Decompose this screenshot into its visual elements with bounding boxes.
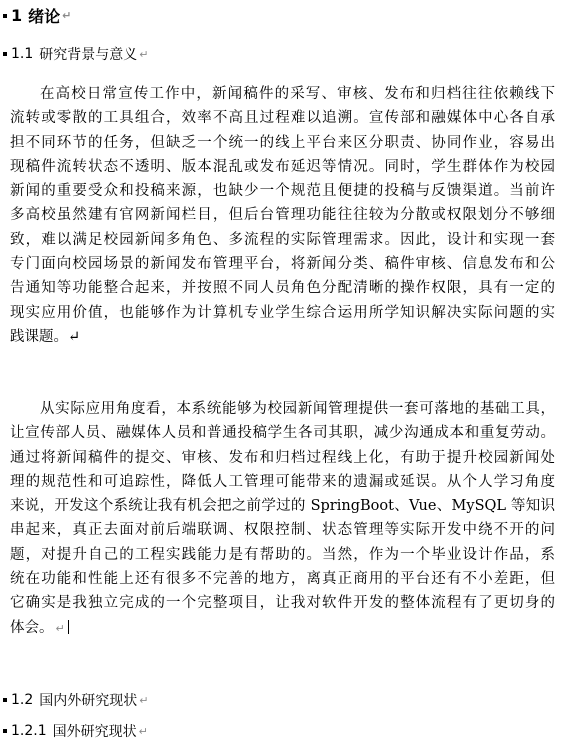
paragraph-line: 通过将新闻稿件的提交、审核、发布和归档过程线上化，有助于提升校园新闻处 <box>10 449 555 466</box>
heading-number: 1.1 <box>11 46 34 62</box>
paragraph-line: 来说，开发这个系统让我有机会把之前学过的 SpringBoot、Vue、MySQL 等知识 <box>10 498 555 515</box>
paragraph-line: 它确实是我独立完成的一个完整项目，让我对软件开发的整体流程有了更切身的 <box>10 595 555 612</box>
paragraph-mark-icon: ↵ <box>138 724 148 738</box>
paragraph-line: 体会。 <box>10 619 54 636</box>
paragraph-line-final <box>10 616 555 640</box>
heading-title: 国外研究现状 <box>52 724 137 740</box>
paragraph-mark-icon: ↵ <box>62 9 72 22</box>
text-cursor <box>68 620 69 634</box>
heading-bullet-icon <box>3 14 7 18</box>
body-paragraph-2[interactable] <box>10 397 555 640</box>
heading-section-1-2-1[interactable] <box>3 721 148 741</box>
body-paragraph-1[interactable] <box>10 82 555 349</box>
paragraph-line: 让宣传部人员、融媒体人员和普通投稿学生各司其职，减少沟通成本和重复劳动。 <box>10 425 555 442</box>
heading-title: 绪论 <box>28 7 61 26</box>
paragraph-mark-icon: ↵ <box>139 693 149 707</box>
paragraph-line: 理的规范性和可追踪性，降低人工管理可能带来的遗漏或延误。从个人学习角度 <box>10 473 555 490</box>
paragraph-line: 新闻的重要受众和投稿来源，也缺少一个规范且便捷的投稿与反馈渠道。当前许 <box>10 183 555 200</box>
paragraph-line: 流转或零散的工具组合，效率不高且过程难以追溯。宣传部和融媒体中心各自承 <box>10 110 555 127</box>
heading-chapter-1[interactable] <box>3 4 71 27</box>
paragraph-mark-icon: ↵ <box>139 47 149 61</box>
paragraph-line: 专门面向校园场景的新闻发布管理平台，将新闻分类、稿件审核、信息发布和公 <box>10 256 555 273</box>
paragraph-line: 统在功能和性能上还有很多不完善的地方，离真正商用的平台还有不小差距，但 <box>10 571 555 588</box>
heading-bullet-icon <box>3 52 7 56</box>
paragraph-line: 从实际应用角度看，本系统能够为校园新闻管理提供一套可落地的基础工具， <box>40 401 555 417</box>
paragraph-mark-icon: ↵ <box>55 621 65 635</box>
paragraph-line: 致，难以满足校园新闻多角色、多流程的实际管理需求。因此，设计和实现一套 <box>10 231 555 248</box>
heading-section-1-1[interactable] <box>3 44 148 64</box>
paragraph-line: 多高校虽然建有官网新闻栏目，但后台管理功能往往较为分散或权限划分不够细 <box>10 207 555 224</box>
heading-title: 研究背景与意义 <box>39 47 138 63</box>
paragraph-line: 串起来，真正去面对前后端联调、权限控制、状态管理等实际开发中绕不开的问 <box>10 522 555 539</box>
heading-bullet-icon <box>3 698 7 702</box>
paragraph-line: 在高校日常宣传工作中，新闻稿件的采写、审核、发布和归档往往依赖线下 <box>40 86 555 102</box>
heading-number: 1.2.1 <box>11 723 47 739</box>
paragraph-line: 担不同环节的任务，但缺乏一个统一的线上平台来区分职责、协同作业，容易出 <box>10 134 555 151</box>
heading-bullet-icon <box>3 729 7 733</box>
heading-section-1-2[interactable] <box>3 690 148 710</box>
heading-title: 国内外研究现状 <box>39 693 138 709</box>
paragraph-line: 践课题。↵ <box>10 328 81 345</box>
paragraph-line: 题，对提升自己的工程实践能力是有帮助的。当然，作为一个毕业设计作品，系 <box>10 546 555 563</box>
heading-number: 1.2 <box>11 692 34 708</box>
heading-number: 1 <box>11 6 23 25</box>
paragraph-line: 告通知等功能整合起来，并按照不同人员角色分配清晰的操作权限，具有一定的 <box>10 280 555 297</box>
paragraph-line: 现实应用价值，也能够作为计算机专业学生综合运用所学知识解决实际问题的实 <box>10 304 555 321</box>
paragraph-line: 现稿件流转状态不透明、版本混乱或发布延迟等情况。同时，学生群体作为校园 <box>10 158 555 175</box>
